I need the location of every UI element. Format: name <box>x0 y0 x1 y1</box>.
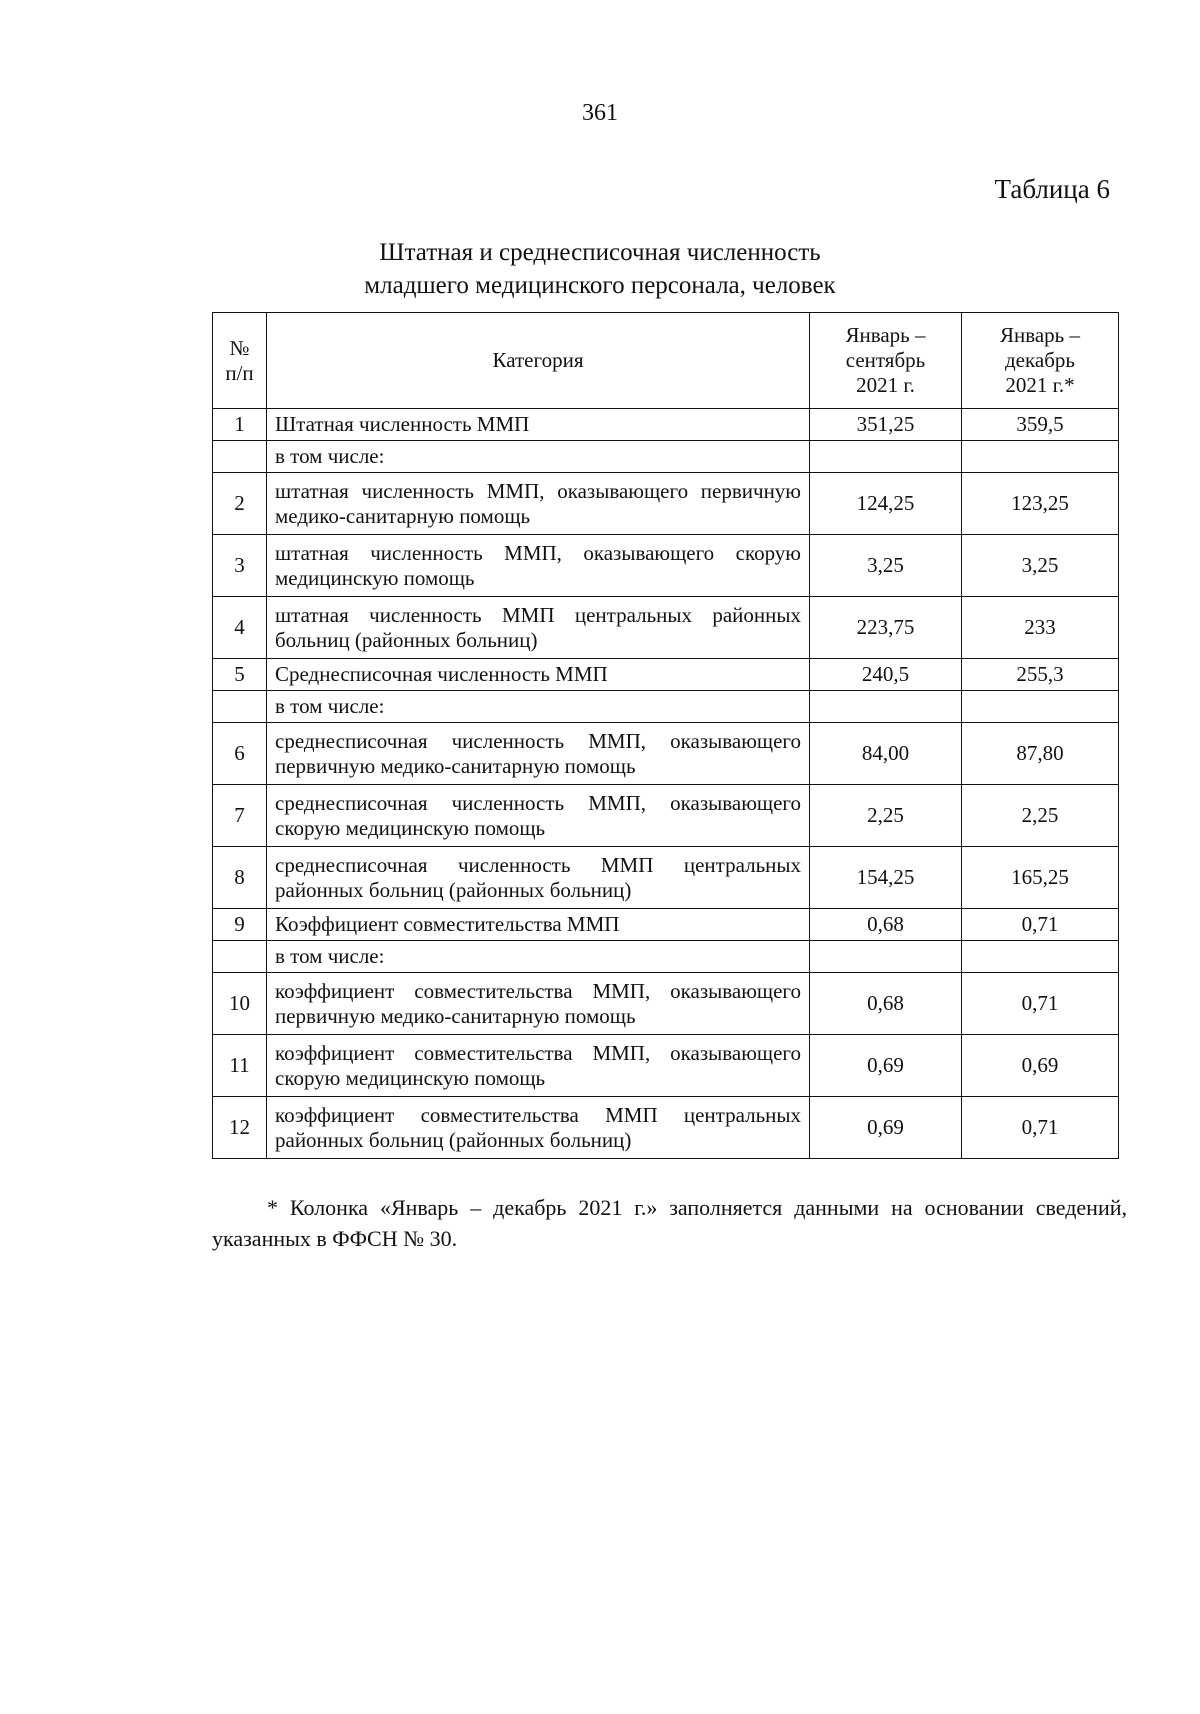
row-value-jan-sep: 2,25 <box>810 785 962 847</box>
row-category: среднесписочная численность ММП, оказывающего первичную медико-санитарную помощь <box>267 723 810 785</box>
row-value-jan-sep: 240,5 <box>810 659 962 691</box>
table-title <box>0 236 1200 302</box>
table-row <box>213 691 1119 723</box>
row-category: штатная численность ММП, оказывающего первичную медико-санитарную помощь <box>267 473 810 535</box>
table-row <box>213 441 1119 473</box>
row-value-jan-dec: 123,25 <box>962 473 1119 535</box>
row-number: 7 <box>213 785 267 847</box>
row-value-jan-dec: 255,3 <box>962 659 1119 691</box>
table-label: Таблица 6 <box>994 174 1110 204</box>
staffing-table <box>212 312 1119 1159</box>
table-row <box>213 723 1119 785</box>
row-number <box>213 441 267 473</box>
table-row <box>213 785 1119 847</box>
row-category: коэффициент совместительства ММП, оказывающего первичную медико-санитарную помощь <box>267 973 810 1035</box>
table-row <box>213 659 1119 691</box>
row-value-jan-dec: 3,25 <box>962 535 1119 597</box>
row-number: 5 <box>213 659 267 691</box>
row-number: 12 <box>213 1097 267 1159</box>
row-number: 11 <box>213 1035 267 1097</box>
row-number <box>213 941 267 973</box>
row-value-jan-dec: 0,71 <box>962 973 1119 1035</box>
row-category: Штатная численность ММП <box>267 409 810 441</box>
table-title-line-2: младшего медицинского персонала, человек <box>364 272 836 299</box>
row-number: 8 <box>213 847 267 909</box>
row-value-jan-dec <box>962 691 1119 723</box>
column-header-jan-dec-line-2: декабрь <box>1005 348 1075 372</box>
row-category: в том числе: <box>267 941 810 973</box>
row-value-jan-sep: 0,68 <box>810 973 962 1035</box>
row-number: 4 <box>213 597 267 659</box>
row-value-jan-sep <box>810 691 962 723</box>
row-value-jan-dec: 0,69 <box>962 1035 1119 1097</box>
table-row <box>213 409 1119 441</box>
column-header-category: Категория <box>267 313 810 409</box>
table-row <box>213 909 1119 941</box>
row-category: среднесписочная численность ММП центральных районных больниц (районных больниц) <box>267 847 810 909</box>
row-value-jan-sep <box>810 441 962 473</box>
table-row <box>213 941 1119 973</box>
column-header-number <box>213 313 267 409</box>
footnote: * Колонка «Январь – декабрь 2021 г.» заполняется данными на основании сведений, указанных в ФФСН № 30. <box>212 1195 1127 1251</box>
row-value-jan-sep <box>810 941 962 973</box>
table-row <box>213 597 1119 659</box>
row-number: 1 <box>213 409 267 441</box>
row-value-jan-sep: 3,25 <box>810 535 962 597</box>
row-value-jan-dec: 87,80 <box>962 723 1119 785</box>
column-header-number-line-2: п/п <box>225 360 254 385</box>
row-value-jan-sep: 0,68 <box>810 909 962 941</box>
row-value-jan-dec: 0,71 <box>962 1097 1119 1159</box>
row-category: в том числе: <box>267 441 810 473</box>
row-value-jan-dec: 165,25 <box>962 847 1119 909</box>
column-header-jan-dec <box>962 313 1119 409</box>
row-value-jan-dec: 0,71 <box>962 909 1119 941</box>
column-header-jan-sep-line-2: сентябрь <box>845 348 926 372</box>
row-value-jan-sep: 351,25 <box>810 409 962 441</box>
row-value-jan-sep: 0,69 <box>810 1097 962 1159</box>
row-value-jan-dec <box>962 441 1119 473</box>
row-number: 3 <box>213 535 267 597</box>
row-number: 2 <box>213 473 267 535</box>
column-header-jan-dec-line-1: Январь – <box>999 323 1081 347</box>
row-number: 10 <box>213 973 267 1035</box>
table-row <box>213 973 1119 1035</box>
column-header-jan-sep-line-1: Январь – <box>845 323 926 347</box>
row-category: Коэффициент совместительства ММП <box>267 909 810 941</box>
table-row <box>213 1097 1119 1159</box>
row-value-jan-sep: 154,25 <box>810 847 962 909</box>
column-header-jan-dec-line-3: 2021 г.* <box>1005 373 1075 397</box>
row-number <box>213 691 267 723</box>
row-value-jan-dec: 359,5 <box>962 409 1119 441</box>
row-category: в том числе: <box>267 691 810 723</box>
row-value-jan-dec: 2,25 <box>962 785 1119 847</box>
row-category: коэффициент совместительства ММП центральных районных больниц (районных больниц) <box>267 1097 810 1159</box>
row-category: среднесписочная численность ММП, оказывающего скорую медицинскую помощь <box>267 785 810 847</box>
row-value-jan-dec: 233 <box>962 597 1119 659</box>
column-header-number-line-1: № <box>229 335 250 360</box>
row-category: коэффициент совместительства ММП, оказывающего скорую медицинскую помощь <box>267 1035 810 1097</box>
row-value-jan-sep: 84,00 <box>810 723 962 785</box>
table-row <box>213 473 1119 535</box>
row-category: Среднесписочная численность ММП <box>267 659 810 691</box>
row-value-jan-sep: 0,69 <box>810 1035 962 1097</box>
row-number: 6 <box>213 723 267 785</box>
table-row <box>213 1035 1119 1097</box>
column-header-jan-sep <box>810 313 962 409</box>
table-header-row <box>213 313 1119 409</box>
row-value-jan-sep: 124,25 <box>810 473 962 535</box>
row-value-jan-dec <box>962 941 1119 973</box>
page-number: 361 <box>582 100 618 126</box>
row-category: штатная численность ММП, оказывающего скорую медицинскую помощь <box>267 535 810 597</box>
column-header-jan-sep-line-3: 2021 г. <box>856 373 915 397</box>
table-title-line-1: Штатная и среднесписочная численность <box>379 239 821 266</box>
table-row <box>213 535 1119 597</box>
table-row <box>213 847 1119 909</box>
row-number: 9 <box>213 909 267 941</box>
row-category: штатная численность ММП центральных районных больниц (районных больниц) <box>267 597 810 659</box>
row-value-jan-sep: 223,75 <box>810 597 962 659</box>
